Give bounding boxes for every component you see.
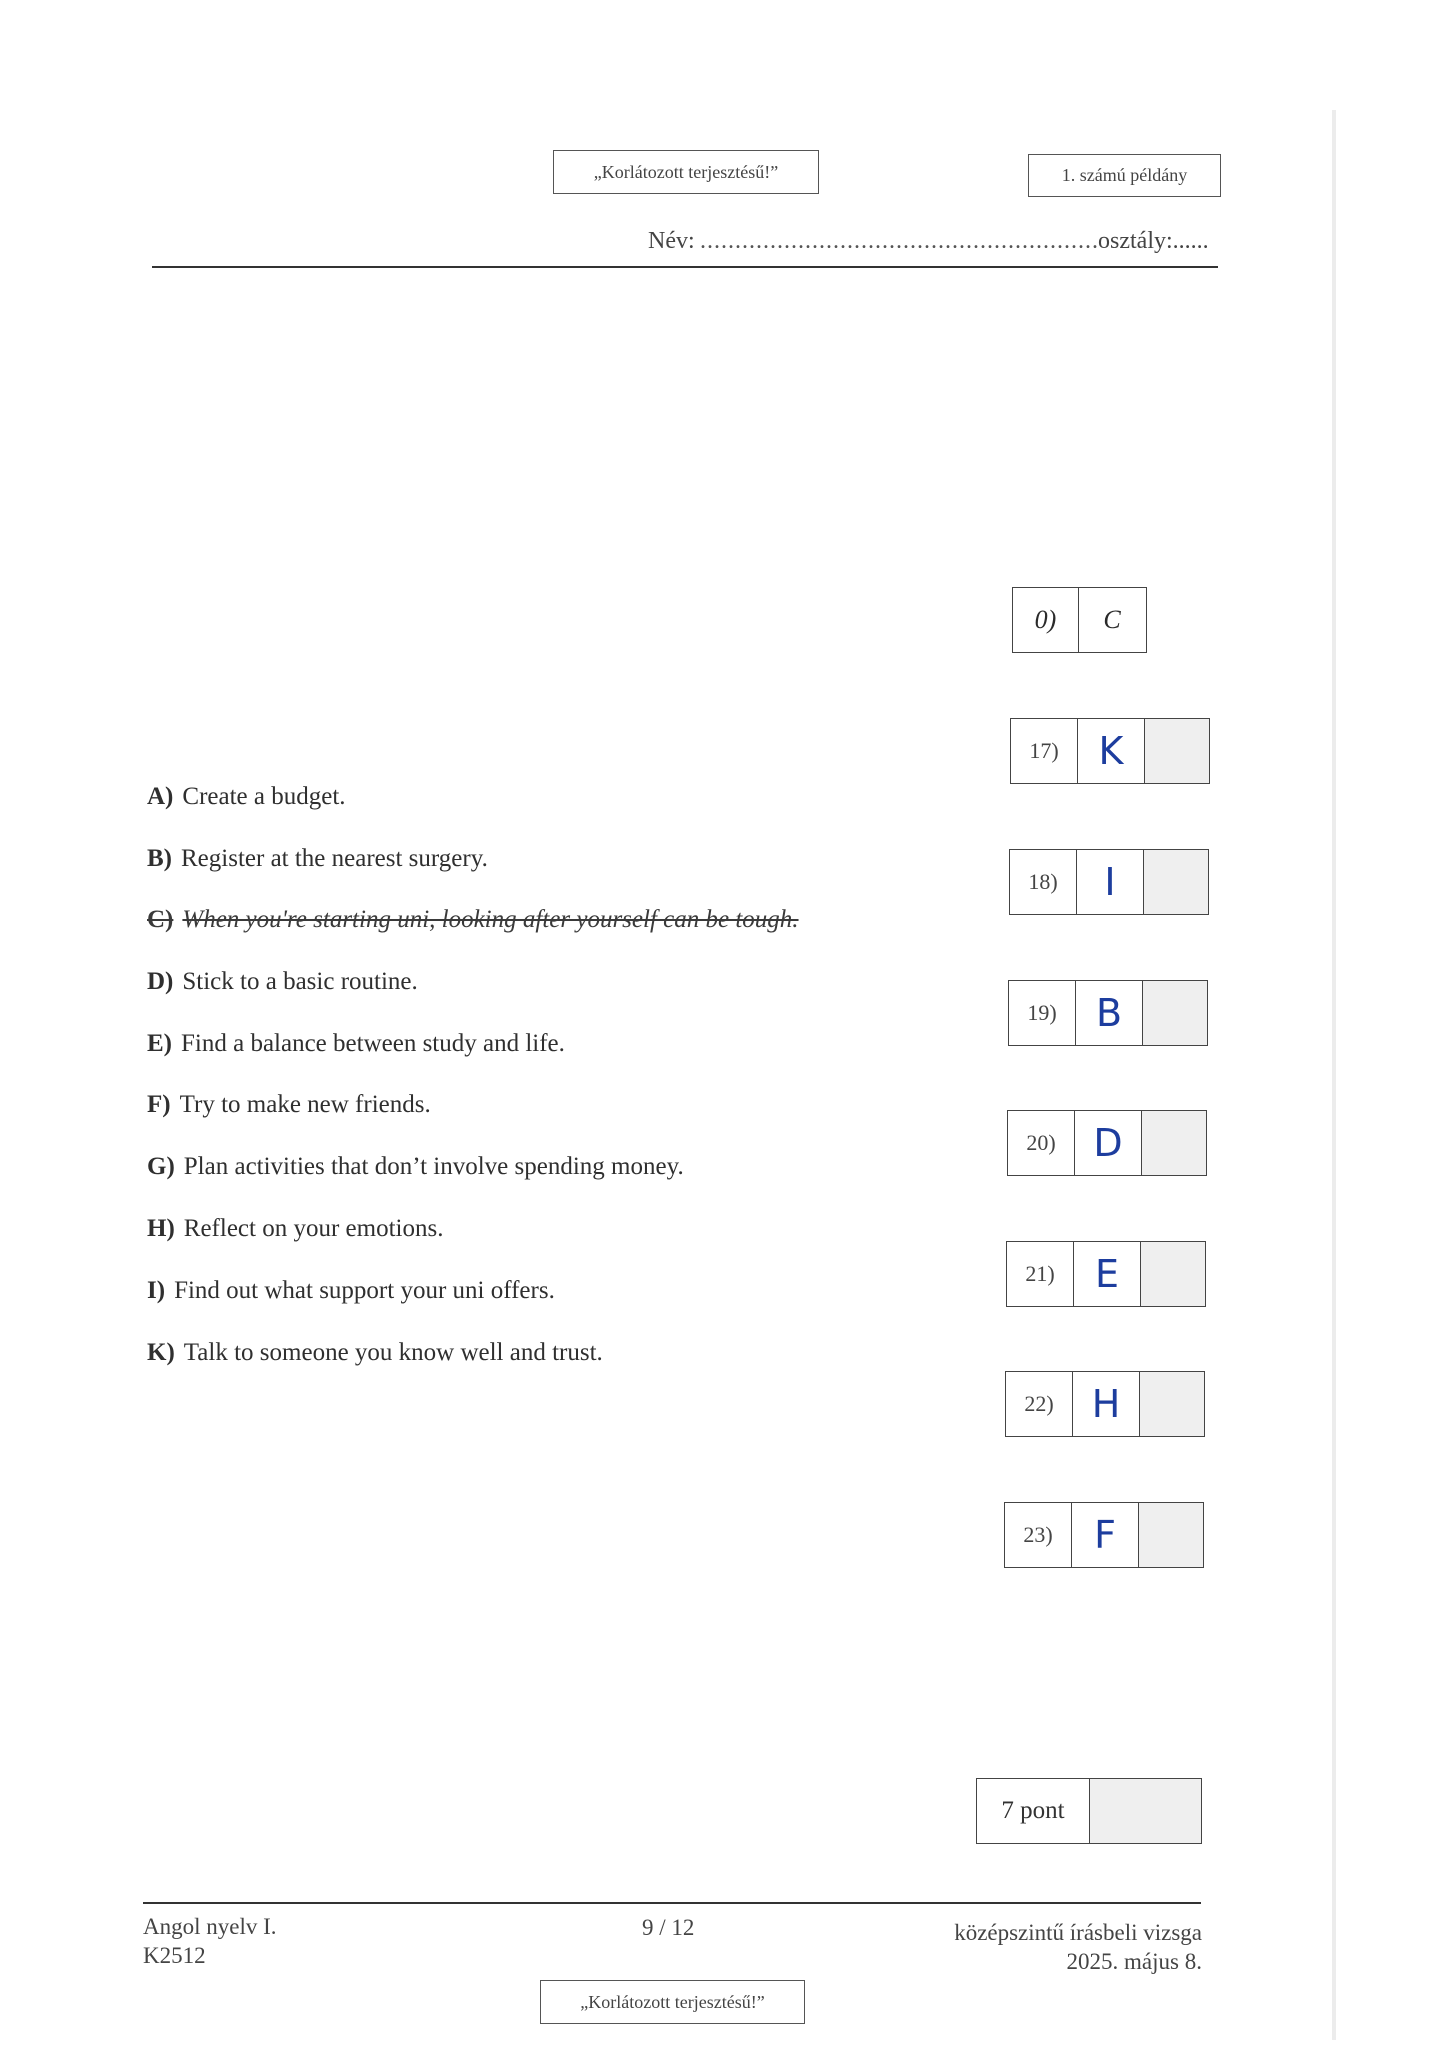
answer-row-22 bbox=[1005, 1371, 1205, 1437]
question-number: 23) bbox=[1005, 1503, 1072, 1567]
answer-row-23 bbox=[1004, 1502, 1204, 1568]
handwritten-answer[interactable]: F bbox=[1072, 1503, 1139, 1567]
example-number: 0) bbox=[1013, 588, 1079, 652]
option-c-example-struck: C) When you're starting uni, looking after yourself can be tough. bbox=[147, 906, 799, 933]
question-number: 22) bbox=[1006, 1372, 1073, 1436]
score-cell bbox=[1139, 1503, 1203, 1567]
score-cell bbox=[1140, 1372, 1204, 1436]
option-h: H) Reflect on your emotions. bbox=[147, 1215, 444, 1242]
restricted-distribution-stamp-bottom: „Korlátozott terjesztésű!” bbox=[540, 1980, 805, 2024]
option-f: F) Try to make new friends. bbox=[147, 1091, 431, 1118]
option-e: E) Find a balance between study and life. bbox=[147, 1030, 565, 1057]
handwritten-answer[interactable]: D bbox=[1075, 1111, 1142, 1175]
score-cell bbox=[1145, 719, 1209, 783]
question-number: 20) bbox=[1008, 1111, 1075, 1175]
handwritten-answer[interactable]: K bbox=[1078, 719, 1145, 783]
exam-date: 2025. május 8. bbox=[1066, 1949, 1202, 1974]
name-field[interactable]: ......................................................... bbox=[700, 228, 1099, 254]
question-number: 21) bbox=[1007, 1242, 1074, 1306]
points-label: 7 pont bbox=[977, 1779, 1090, 1843]
exam-type: középszintű írásbeli vizsga bbox=[954, 1920, 1202, 1945]
option-b: B) Register at the nearest surgery. bbox=[147, 845, 488, 872]
scan-edge-shadow bbox=[1332, 110, 1336, 2040]
answer-row-21 bbox=[1006, 1241, 1206, 1307]
option-i: I) Find out what support your uni offers. bbox=[147, 1277, 555, 1304]
handwritten-answer[interactable]: I bbox=[1077, 850, 1144, 914]
answer-row-18 bbox=[1009, 849, 1209, 915]
footer-exam-block bbox=[954, 1918, 1202, 1976]
points-score-cell bbox=[1090, 1779, 1201, 1843]
example-answer: C bbox=[1103, 605, 1121, 634]
header-rule bbox=[152, 266, 1218, 268]
option-a: A) Create a budget. bbox=[147, 783, 346, 810]
footer-rule bbox=[143, 1902, 1201, 1904]
option-g: G) Plan activities that don’t involve spending money. bbox=[147, 1153, 684, 1180]
restricted-distribution-stamp-top: „Korlátozott terjesztésű!” bbox=[553, 150, 819, 194]
question-number: 17) bbox=[1011, 719, 1078, 783]
handwritten-answer[interactable]: B bbox=[1076, 981, 1143, 1045]
score-cell bbox=[1144, 850, 1208, 914]
name-label: Név: bbox=[648, 228, 695, 254]
footer-subject-block bbox=[143, 1912, 277, 1970]
handwritten-answer[interactable]: H bbox=[1073, 1372, 1140, 1436]
points-box bbox=[976, 1778, 1202, 1844]
score-cell bbox=[1143, 981, 1207, 1045]
score-cell bbox=[1142, 1111, 1206, 1175]
score-cell bbox=[1141, 1242, 1205, 1306]
handwritten-answer[interactable]: E bbox=[1074, 1242, 1141, 1306]
copy-number-box: 1. számú példány bbox=[1028, 154, 1221, 197]
question-number: 18) bbox=[1010, 850, 1077, 914]
answer-row-19 bbox=[1008, 980, 1208, 1046]
subject-name: Angol nyelv I. bbox=[143, 1914, 277, 1939]
example-answer-box bbox=[1012, 587, 1147, 653]
page-number: 9 / 12 bbox=[642, 1915, 695, 1940]
question-number: 19) bbox=[1009, 981, 1076, 1045]
class-field[interactable]: osztály:...... bbox=[1098, 228, 1209, 254]
answer-row-20 bbox=[1007, 1110, 1207, 1176]
option-k: K) Talk to someone you know well and trust. bbox=[147, 1339, 603, 1366]
exam-code: K2512 bbox=[143, 1943, 206, 1968]
answer-row-17 bbox=[1010, 718, 1210, 784]
option-d: D) Stick to a basic routine. bbox=[147, 968, 418, 995]
